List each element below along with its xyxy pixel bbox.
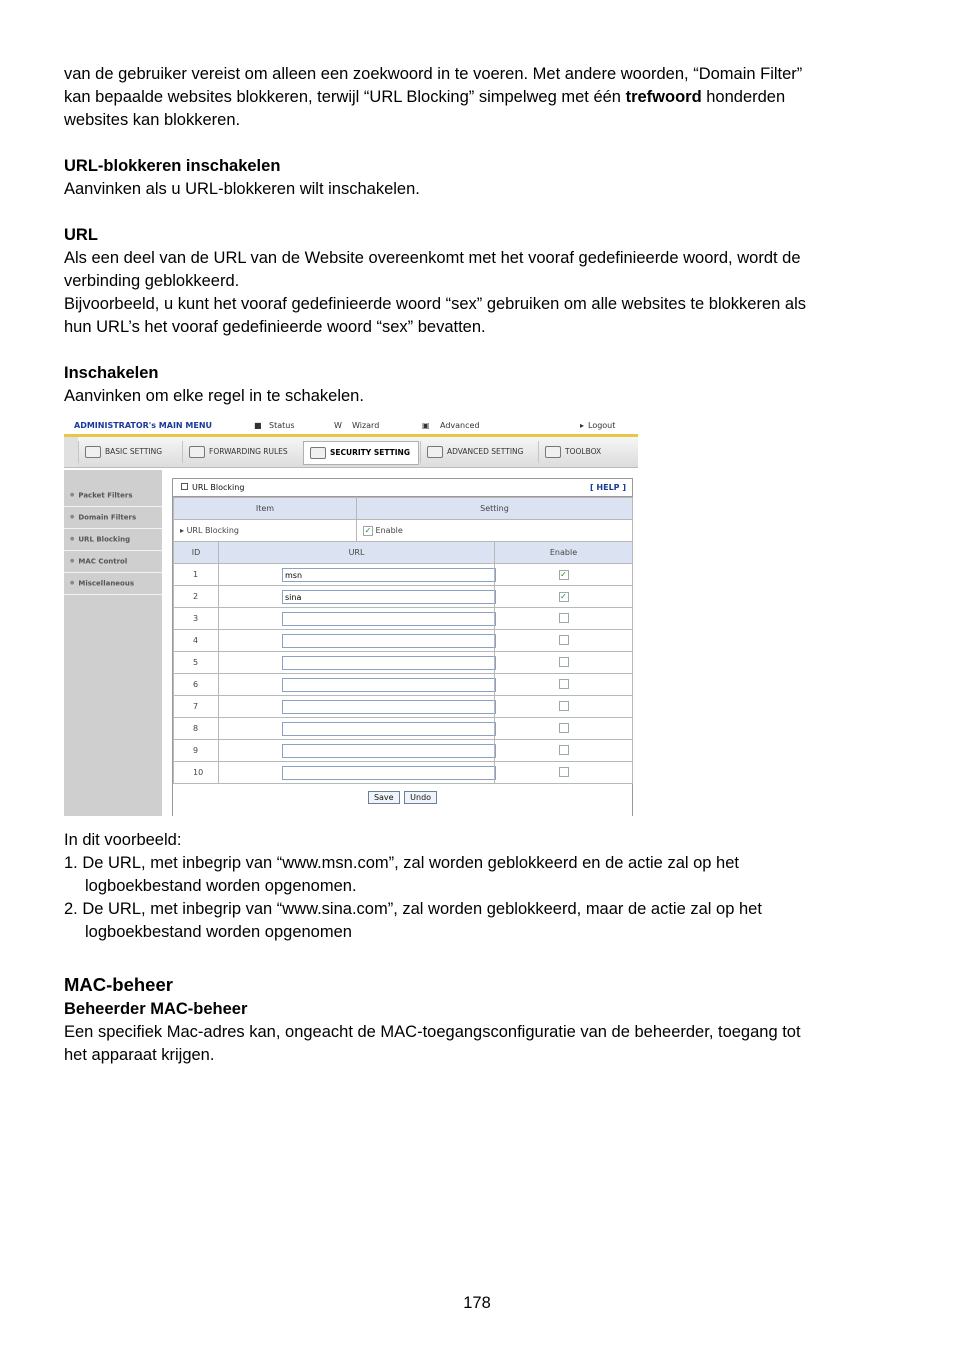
panel-title: URL Blocking [192,483,245,492]
main-menu-link[interactable]: ADMINISTRATOR's MAIN MENU [74,421,213,430]
tab-label: TOOLBOX [565,447,602,456]
enable-checkbox[interactable]: ✓ [364,525,372,535]
url-blocking-label [174,520,357,542]
row-id: 5 [174,652,219,674]
url-cell [219,674,495,696]
row-id: 1 [174,564,219,586]
url-cell [219,740,495,762]
sidebar-item-domain-filters[interactable]: ● Domain Filters [64,507,162,529]
security-setting-icon [310,447,326,459]
sidebar-item-miscellaneous[interactable]: ● Miscellaneous [64,573,162,595]
enable-cell [495,740,633,762]
row-enable-checkbox[interactable]: ✓ [560,591,567,601]
list-item-continuation: logboekbestand worden opgenomen. [85,877,357,895]
example-section [64,829,894,944]
url-input[interactable] [282,744,496,758]
row-id: 10 [174,762,219,784]
enable-label: Enable [375,525,403,535]
tab-label: BASIC SETTING [105,447,163,456]
wizard-icon: W [334,421,342,430]
enable-cell [495,564,633,586]
intro-text: honderden [701,88,786,106]
row-enable-checkbox[interactable] [559,657,569,667]
sidebar [64,470,162,816]
save-button[interactable]: Save [368,791,400,804]
advanced-setting-icon [427,446,443,458]
row-id: 3 [174,608,219,630]
intro-line [64,86,894,109]
enable-cell [357,520,633,542]
status-link[interactable]: Status [269,421,295,430]
section-heading: URL [64,226,98,244]
tab-bar [64,437,638,468]
row-id: 7 [174,696,219,718]
undo-button[interactable]: Undo [404,791,437,804]
row-enable-checkbox[interactable]: ✓ [560,569,567,579]
panel-square-icon [181,483,188,490]
example-intro: In dit voorbeeld: [64,831,182,849]
table-row [174,674,633,696]
enable-header: Enable [495,542,633,564]
row-id: 2 [174,586,219,608]
table-row [174,608,633,630]
section-text: Aanvinken als u URL-blokkeren wilt inschakelen. [64,180,420,198]
url-input[interactable]: sina [282,590,496,604]
enable-cell [495,608,633,630]
url-cell [219,586,495,608]
table-row [174,586,633,608]
row-id: 4 [174,630,219,652]
id-header: ID [174,542,219,564]
row-enable-checkbox[interactable] [559,613,569,623]
row-enable-checkbox[interactable] [559,679,569,689]
row-enable-checkbox[interactable] [559,745,569,755]
section-text: Aanvinken om elke regel in te schakelen. [64,387,364,405]
table-row [174,718,633,740]
url-header: URL [219,542,495,564]
section-text: verbinding geblokkeerd. [64,272,240,290]
tab-label: ADVANCED SETTING [447,447,524,456]
table-row [174,564,633,586]
arrow-icon: ▸ [180,526,187,535]
url-cell [219,696,495,718]
table-row [174,652,633,674]
tab-forwarding-rules[interactable] [182,441,303,463]
section-text: Bijvoorbeeld, u kunt het vooraf gedefinieerde woord “sex” gebruiken om alle websites te blokkeren als [64,295,807,313]
row-enable-checkbox[interactable] [559,701,569,711]
button-row [173,784,632,804]
setting-header: Setting [357,498,633,520]
url-cell [219,718,495,740]
logout-arrow-icon: ▸ [580,421,585,430]
enable-cell [495,762,633,784]
forwarding-rules-icon [189,446,205,458]
list-item: 2. De URL, met inbegrip van “www.sina.com”, zal worden geblokkeerd, maar de actie zal op het [64,900,762,918]
enable-cell [495,630,633,652]
row-id: 6 [174,674,219,696]
enable-cell [495,674,633,696]
table-row [174,762,633,784]
url-cell [219,630,495,652]
url-cell [219,762,495,784]
url-blocking-panel [172,478,633,816]
tab-label: SECURITY SETTING [330,448,410,457]
section-heading: Inschakelen [64,364,159,382]
tab-toolbox[interactable] [538,441,617,463]
table-header [174,542,633,564]
section-text: Als een deel van de URL van de Website overeenkomt met het vooraf gedefinieerde woord, wordt de [64,249,801,267]
list-item: 1. De URL, met inbegrip van “www.msn.com”, zal worden geblokkeerd en de actie zal op het [64,854,739,872]
enable-cell [495,652,633,674]
table-row [174,630,633,652]
mac-section [64,972,894,1067]
status-icon: ■ [254,421,262,430]
url-cell [219,564,495,586]
section-heading: URL-blokkeren inschakelen [64,157,281,175]
sidebar-item-url-blocking[interactable]: ● URL Blocking [64,529,162,551]
enable-cell [495,586,633,608]
row-enable-checkbox[interactable] [559,767,569,777]
logout-link[interactable]: Logout [588,421,616,430]
intro-text: kan bepaalde websites blokkeren, terwijl “URL Blocking” simpelweg met één [64,88,626,106]
url-input[interactable] [282,634,496,648]
tab-advanced-setting[interactable] [420,441,539,463]
basic-setting-icon [85,446,101,458]
row-id: 8 [174,718,219,740]
toolbox-icon [545,446,561,458]
tab-security-setting[interactable] [303,441,419,465]
page-number: 178 [463,1294,491,1312]
table-row [174,740,633,762]
item-header: Item [174,498,357,520]
help-link[interactable]: [ HELP ] [589,483,626,492]
sidebar-item-packet-filters[interactable]: ● Packet Filters [64,485,162,507]
top-menu-bar [64,418,638,437]
url-table [173,497,633,784]
url-input[interactable] [282,700,496,714]
tab-label: FORWARDING RULES [209,447,288,456]
section-text: hun URL’s het vooraf gedefinieerde woord “sex” bevatten. [64,318,486,336]
tab-basic-setting[interactable] [78,441,183,463]
intro-paragraph [64,63,894,408]
mac-subheading: Beheerder MAC-beheer [64,1000,248,1018]
advanced-icon: ▣ [422,421,430,430]
url-input[interactable] [282,766,496,780]
row-label: URL Blocking [186,526,239,535]
sidebar-item-mac-control[interactable]: ● MAC Control [64,551,162,573]
enable-cell [495,718,633,740]
mac-heading: MAC-beheer [64,974,173,995]
url-input[interactable] [282,612,496,626]
url-input[interactable] [282,656,496,670]
enable-cell [495,696,633,718]
row-enable-checkbox[interactable] [559,723,569,733]
wizard-link[interactable]: Wizard [352,421,380,430]
list-item-continuation: logboekbestand worden opgenomen [85,923,352,941]
intro-bold-keyword: trefwoord [625,88,702,106]
panel-title-bar [173,479,632,497]
url-cell [219,608,495,630]
mac-text: Een specifiek Mac-adres kan, ongeacht de MAC-toegangsconfiguratie van de beheerder, toegang tot [64,1023,801,1041]
url-input[interactable] [282,722,496,736]
router-screenshot [64,418,638,816]
mac-text: het apparaat krijgen. [64,1046,215,1064]
row-enable-checkbox[interactable] [559,635,569,645]
advanced-link[interactable]: Advanced [440,421,480,430]
table-row [174,520,633,542]
url-input[interactable] [282,678,496,692]
intro-line: websites kan blokkeren. [64,111,241,129]
table-row [174,696,633,718]
row-id: 9 [174,740,219,762]
table-header [174,498,633,520]
intro-line: van de gebruiker vereist om alleen een zoekwoord in te voeren. Met andere woorden, “Domain Filter” [64,65,803,83]
url-cell [219,652,495,674]
url-input[interactable]: msn [282,568,496,582]
